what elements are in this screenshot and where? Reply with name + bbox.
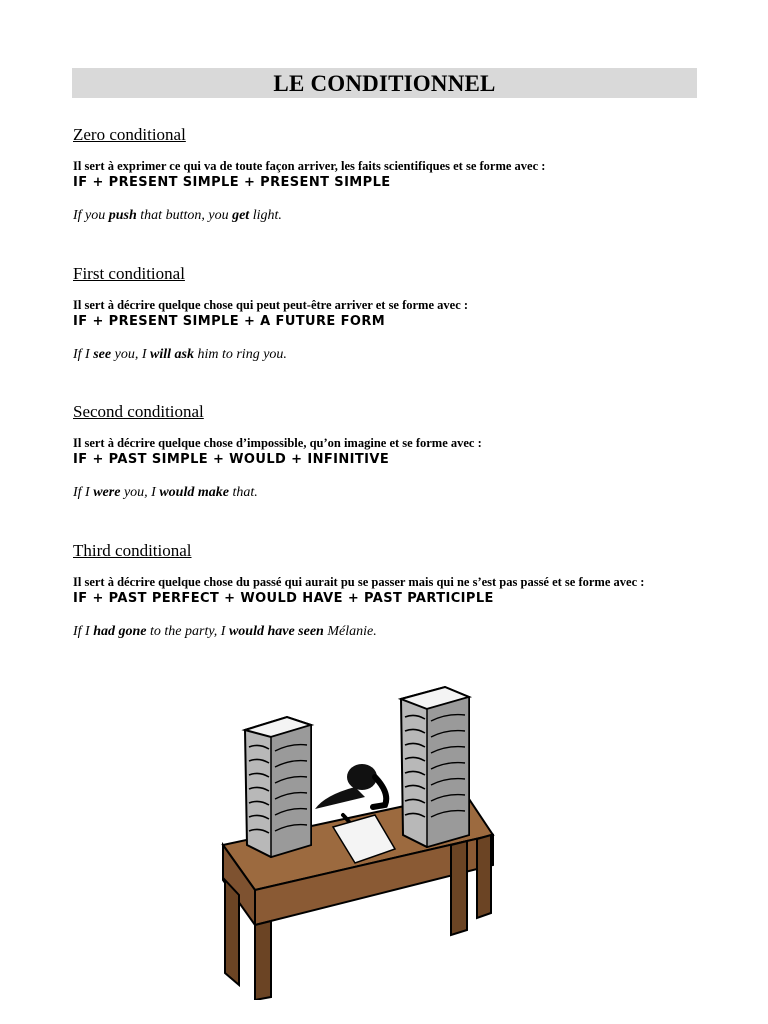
section-description: Il sert à décrire quelque chose d’impossible, qu’on imagine et se forme avec : [73, 436, 482, 450]
desk-with-paper-stacks-illustration [215, 685, 495, 1000]
left-paper-stack [245, 717, 311, 857]
example-verb: had gone [93, 624, 147, 639]
section-description: Il sert à décrire quelque chose qui peut peut-être arriver et se forme avec : [73, 298, 469, 312]
desk-leg [255, 921, 271, 1000]
example-text: Mélanie. [323, 624, 377, 639]
example-text: light. [249, 208, 282, 223]
person-body [315, 787, 365, 809]
right-paper-stack [401, 687, 469, 847]
example-text: to the party, I [146, 624, 229, 639]
example-text: you, I [111, 347, 150, 362]
example-verb: get [232, 208, 250, 223]
page-title: LE CONDITIONNEL [273, 71, 496, 96]
section-heading: Third conditional [73, 541, 192, 560]
example-verb: will ask [150, 347, 194, 362]
example-text: If I [73, 347, 94, 362]
example-text: him to ring you. [193, 347, 287, 362]
example-text: that. [228, 485, 258, 500]
section-third-conditional [73, 541, 703, 641]
section-example [73, 207, 703, 225]
section-description: Il sert à décrire quelque chose du passé qui aurait pu se passer mais qui ne s’est pas passé et se forme avec : [73, 575, 645, 589]
example-text: If I [73, 624, 94, 639]
section-zero-conditional [73, 125, 703, 225]
desk-leg [477, 835, 491, 918]
desk-leg [225, 880, 239, 985]
section-first-conditional [73, 264, 703, 364]
example-verb: were [93, 485, 121, 500]
example-text: you, I [120, 485, 160, 500]
section-formula: IF + PRESENT SIMPLE + A FUTURE FORM [73, 314, 386, 329]
section-second-conditional [73, 402, 703, 502]
section-description: Il sert à exprimer ce qui va de toute façon arriver, les faits scientifiques et se forme avec : [73, 159, 546, 173]
example-text: If you [73, 208, 109, 223]
section-example [73, 346, 703, 364]
section-example [73, 623, 703, 641]
example-verb: would make [159, 485, 229, 500]
section-formula: IF + PAST PERFECT + WOULD HAVE + PAST PARTICIPLE [73, 591, 494, 606]
example-text: If I [73, 485, 94, 500]
example-text: that button, you [136, 208, 233, 223]
example-verb: see [93, 347, 112, 362]
example-verb: would have seen [228, 624, 324, 639]
example-verb: push [108, 208, 137, 223]
desk-leg [451, 841, 467, 935]
section-example [73, 484, 703, 502]
section-heading: First conditional [73, 264, 185, 283]
section-formula: IF + PAST SIMPLE + WOULD + INFINITIVE [73, 452, 390, 467]
title-bar [72, 68, 697, 98]
section-heading: Second conditional [73, 402, 204, 421]
section-heading: Zero conditional [73, 125, 186, 144]
desk-with-paper-stacks-icon [215, 685, 495, 1000]
section-formula: IF + PRESENT SIMPLE + PRESENT SIMPLE [73, 175, 391, 190]
